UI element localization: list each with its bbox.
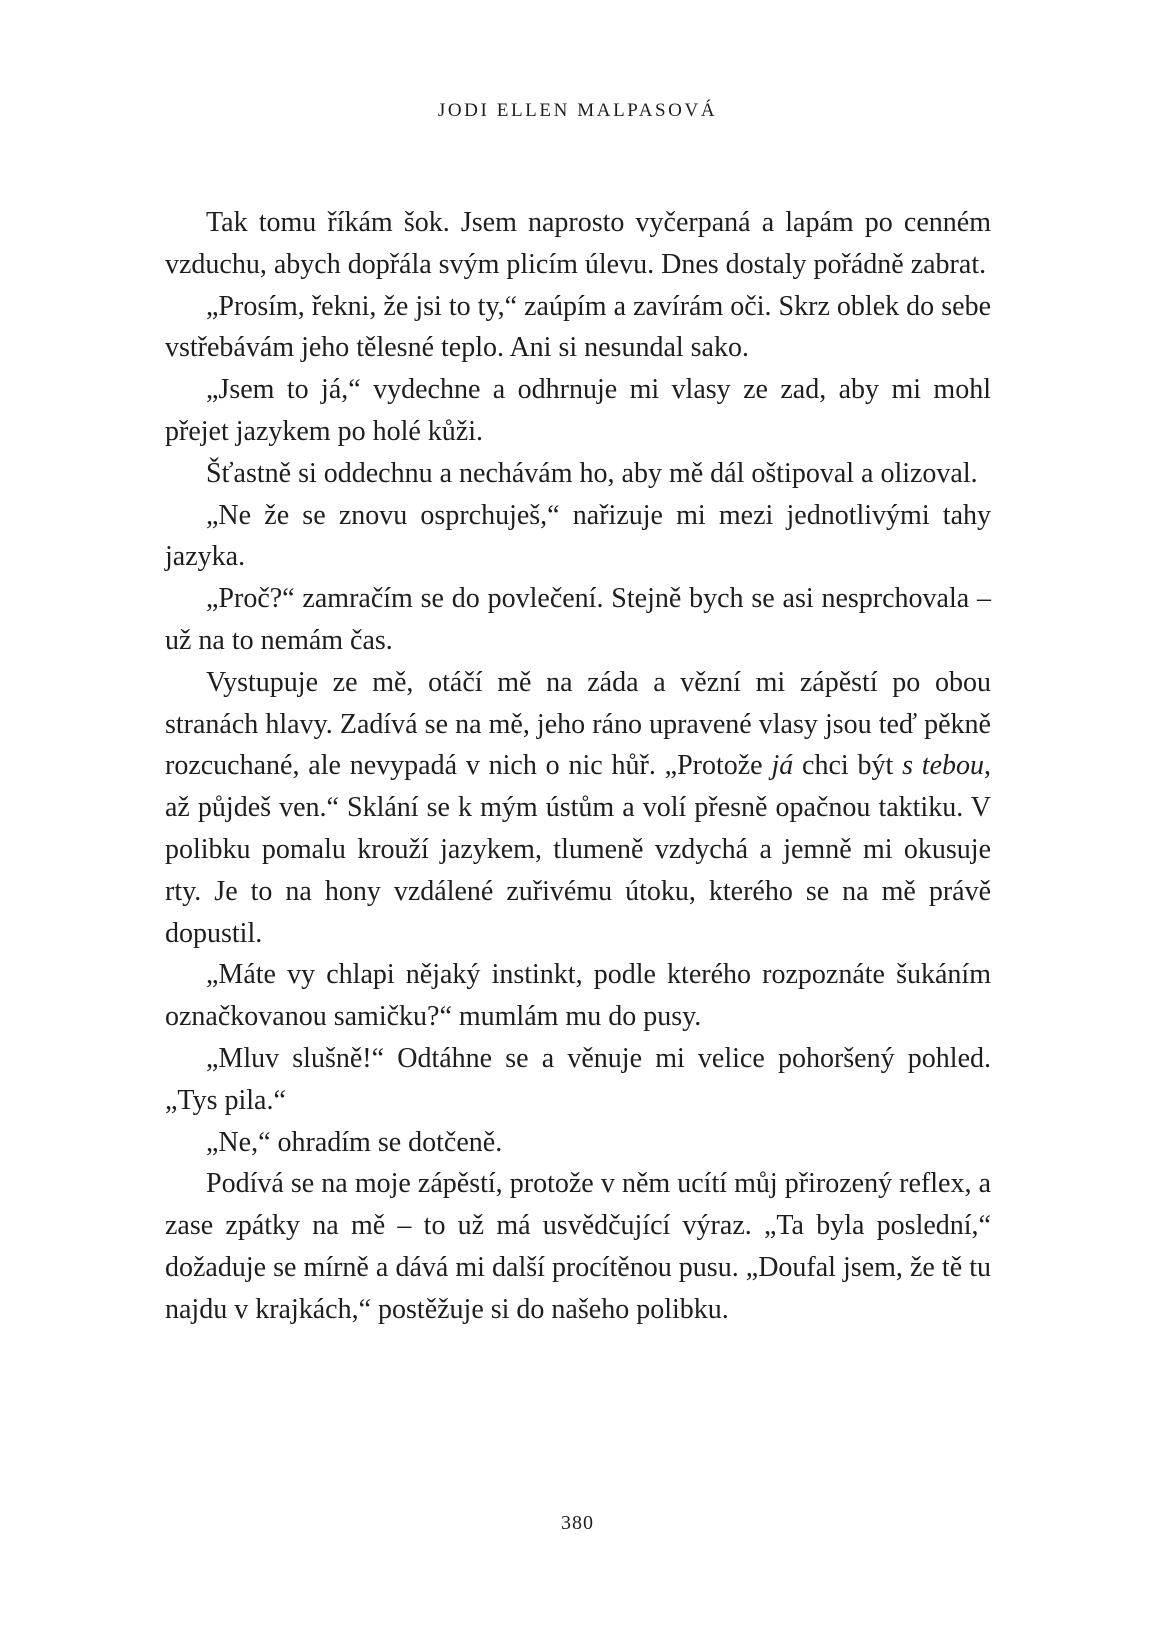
paragraph: Tak tomu říkám šok. Jsem naprosto vyčerpaná a lapám po cenném vzduchu, abych dopřála svým plicím úlevu. Dnes dostaly pořádně zabrat. — [165, 207, 991, 280]
paragraph-text: chci být — [793, 750, 903, 782]
page-number: 380 — [561, 1512, 594, 1534]
paragraph: „Prosím, řekni, že jsi to ty,“ zaúpím a zavírám oči. Skrz oblek do sebe vstřebávám jeho tělesné teplo. Ani si nesundal sako. — [165, 290, 991, 364]
paragraph: Šťastně si oddechnu a nechávám ho, aby mě dál oštipoval a olizoval. — [206, 457, 978, 489]
paragraph-text: Vystupuje ze mě, otáčí mě na záda a vězní mi zápěstí po obou stranách hlavy. Zadívá se na mě, jeho ráno upravené vlasy jsou teď pěkně rozcuchané, ale nevypadá v nich o nic hůř. „Protože — [165, 666, 991, 782]
paragraph: „Ne,“ ohradím se dotčeně. — [206, 1126, 503, 1158]
paragraph: Podívá se na moje zápěstí, protože v něm ucítí můj přirozený reflex, a zase zpátky na mě – to už má usvědčující výraz. „Ta byla poslední,“ dožaduje se mírně a dává mi další procítěnou pusu. „Doufal jsem, že tě tu najdu v krajkách,“ postěžuje si do našeho polibku. — [165, 1168, 991, 1325]
paragraph — [165, 662, 991, 955]
paragraph-text: , až půjdeš ven.“ Sklání se k mým ústům a volí přesně opačnou taktiku. V polibku pomalu krouží jazykem, tlumeně vzdychá a jemně mi okusuje rty. Je to na hony vzdálené zuřivému útoku, kterého se na mě právě dopustil. — [165, 750, 992, 949]
paragraph: „Máte vy chlapi nějaký instinkt, podle kterého rozpoznáte šukáním označkovanou samičku?“ mumlám mu do pusy. — [165, 959, 991, 1033]
paragraph: „Jsem to já,“ vydechne a odhrnuje mi vlasy ze zad, aby mi mohl přejet jazykem po holé kůži. — [165, 374, 991, 447]
emphasis-text: já — [771, 750, 794, 782]
paragraph: „Mluv slušně!“ Odtáhne se a věnuje mi velice pohoršený pohled. „Tys pila.“ — [165, 1042, 991, 1116]
paragraph: „Ne že se znovu osprchuješ,“ nařizuje mi mezi jednotlivými tahy jazyka. — [165, 499, 991, 573]
paragraph: „Proč?“ zamračím se do povlečení. Stejně bych se asi nesprchovala – už na to nemám čas. — [165, 583, 991, 656]
running-head-author: JODI ELLEN MALPASOVÁ — [437, 100, 718, 121]
body-text — [165, 202, 991, 1331]
emphasis-text: s tebou — [902, 750, 985, 782]
